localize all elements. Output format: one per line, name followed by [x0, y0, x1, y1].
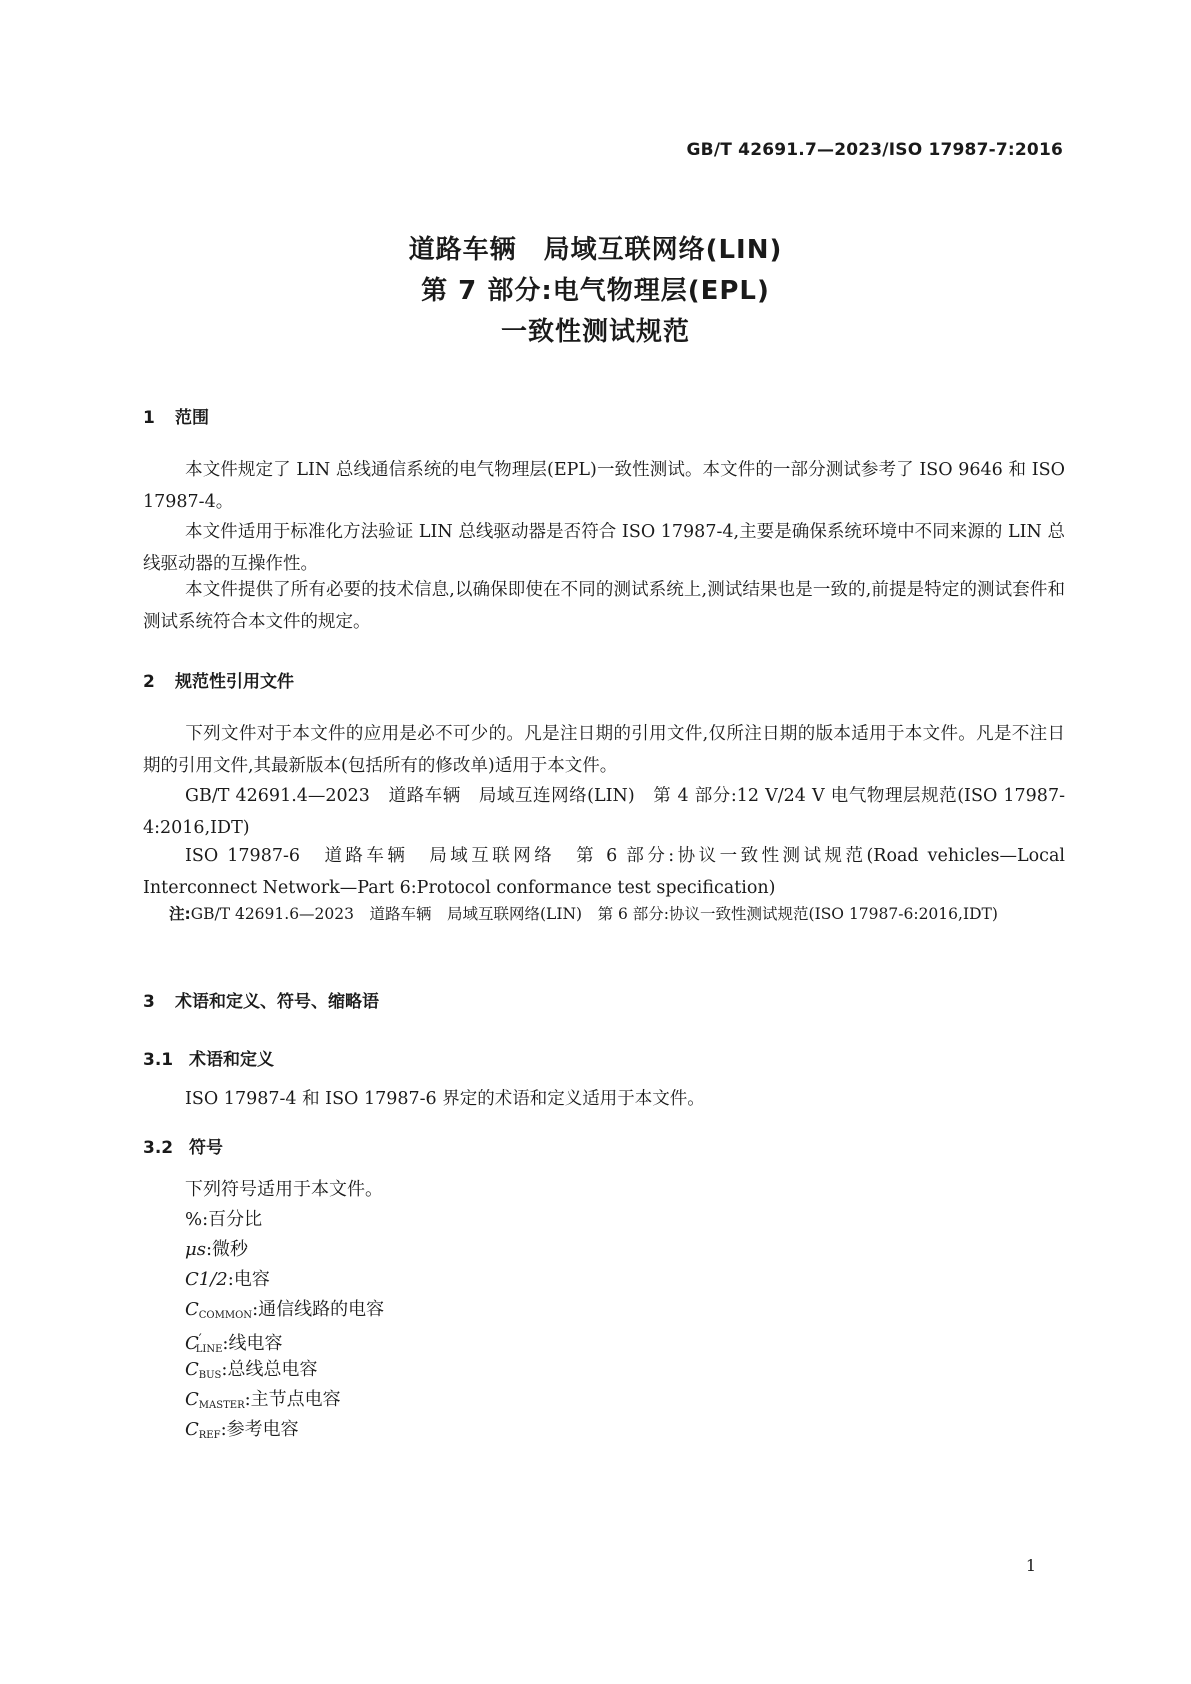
section-title: 术语和定义、符号、缩略语	[175, 992, 379, 1012]
title-line-2: 第 7 部分:电气物理层(EPL)	[421, 276, 770, 306]
subsection-3-2-heading	[143, 1133, 223, 1158]
section-1-paragraph-1: 本文件规定了 LIN 总线通信系统的电气物理层(EPL)一致性测试。本文件的一部分测试参考了 ISO 9646 和 ISO 17987-4。	[143, 460, 1065, 512]
section-title: 范围	[175, 408, 209, 428]
subsection-3-1-text: ISO 17987-4 和 ISO 17987-6 界定的术语和定义适用于本文件。	[185, 1089, 705, 1109]
reference-item: GB/T 42691.4—2023 道路车辆 局域互连网络(LIN) 第 4 部分:12 V/24 V 电气物理层规范(ISO 17987-4:2016,IDT)	[143, 786, 1065, 838]
symbol-item: $C'_{LINE}$:线电容	[185, 1332, 283, 1355]
note-label: 注:	[169, 905, 191, 923]
symbol-item: C1/2:电容	[185, 1269, 270, 1290]
section-1-paragraph-2: 本文件适用于标准化方法验证 LIN 总线驱动器是否符合 ISO 17987-4,主要是确保系统环境中不同来源的 LIN 总线驱动器的互操作性。	[143, 522, 1065, 574]
reference-item: ISO 17987-6 道路车辆 局域互联网络 第 6 部分:协议一致性测试规范(Road vehicles—Local Interconnect Network—Part 6:Protocol conformance test specification)	[143, 846, 1065, 898]
standard-number: GB/T 42691.7—2023/ISO 17987-7:2016	[686, 140, 1063, 160]
note-text: GB/T 42691.6—2023 道路车辆 局域互联网络(LIN) 第 6 部分:协议一致性测试规范(ISO 17987-6:2016,IDT)	[190, 905, 998, 923]
section-2-intro: 下列文件对于本文件的应用是必不可少的。凡是注日期的引用文件,仅所注日期的版本适用于本文件。凡是不注日期的引用文件,其最新版本(包括所有的修改单)适用于本文件。	[143, 724, 1065, 776]
section-title: 符号	[189, 1138, 223, 1158]
symbol-item: %:百分比	[185, 1209, 263, 1230]
section-number: 1	[143, 408, 155, 428]
section-title: 规范性引用文件	[175, 672, 294, 692]
symbols-intro: 下列符号适用于本文件。	[185, 1179, 383, 1200]
symbol-item: μs:微秒	[185, 1239, 249, 1260]
section-title: 术语和定义	[189, 1050, 274, 1070]
section-2-heading	[143, 667, 294, 692]
section-number: 3	[143, 992, 155, 1012]
title-line-1: 道路车辆 局域互联网络(LIN)	[408, 235, 783, 265]
section-number: 3.2	[143, 1138, 174, 1158]
page-number: 1	[1025, 1556, 1036, 1575]
reference-note	[143, 900, 1065, 929]
symbol-item: $C_{COMMON}$:通信线路的电容	[185, 1299, 385, 1321]
section-1-paragraph-3: 本文件提供了所有必要的技术信息,以确保即使在不同的测试系统上,测试结果也是一致的,前提是特定的测试套件和测试系统符合本文件的规定。	[143, 580, 1065, 632]
symbol-item: $C_{REF}$:参考电容	[185, 1419, 299, 1441]
symbol-item: $C_{BUS}$:总线总电容	[185, 1359, 318, 1381]
title-line-3: 一致性测试规范	[500, 317, 690, 347]
section-number: 3.1	[143, 1050, 174, 1070]
section-1-heading	[143, 403, 209, 428]
symbol-item: $C_{MASTER}$:主节点电容	[185, 1389, 341, 1411]
section-number: 2	[143, 672, 155, 692]
subsection-3-1-heading	[143, 1045, 274, 1070]
section-3-heading	[143, 987, 379, 1012]
